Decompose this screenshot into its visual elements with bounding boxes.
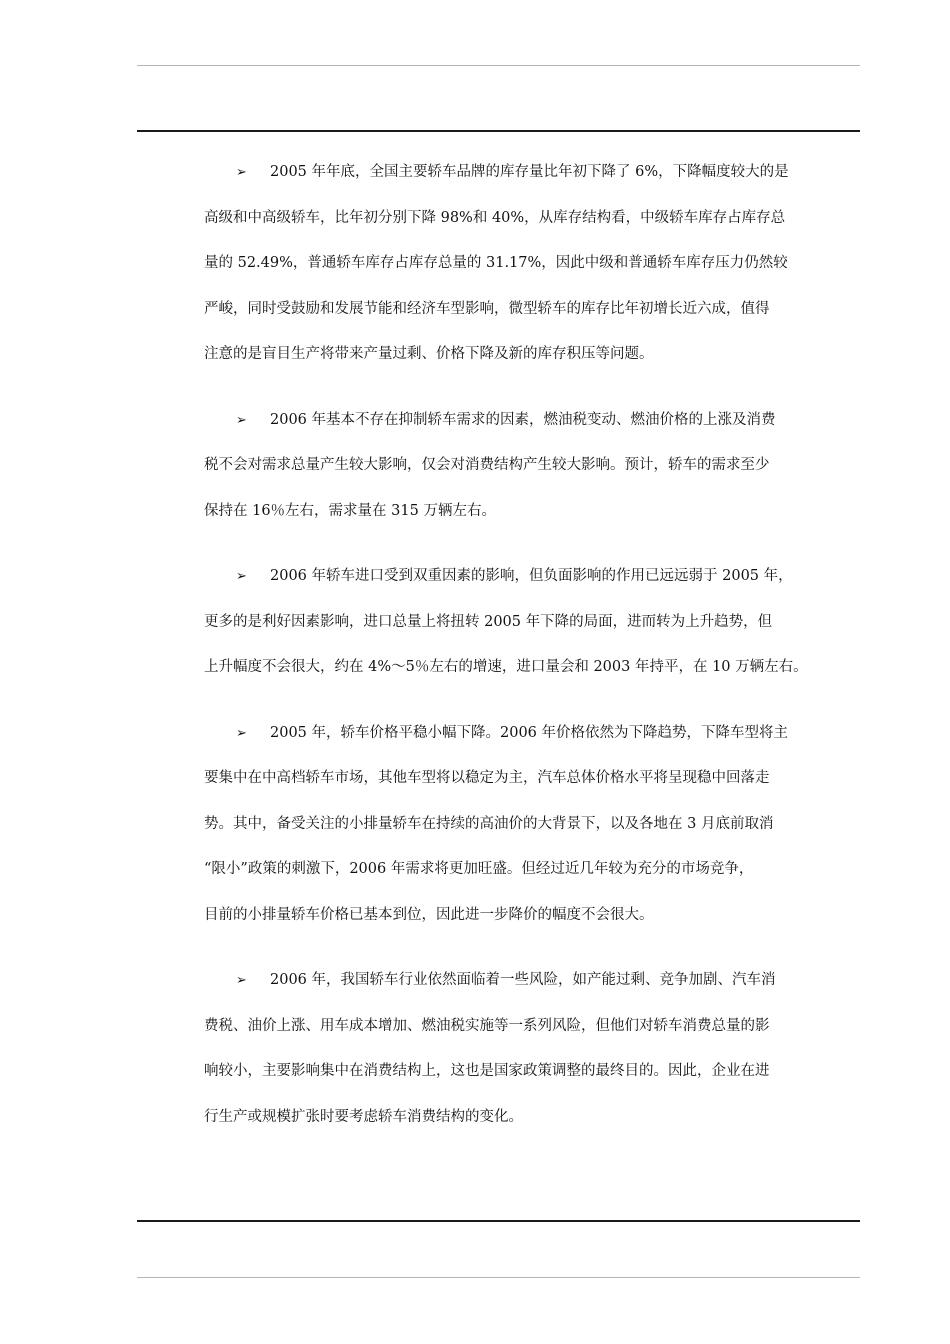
paragraph-line: 量的 52.49%，普通轿车库存占库存总量的 31.17%，因此中级和普通轿车库存压力仍然较 [204,255,788,271]
paragraph-line: 上升幅度不会很大，约在 4%～5％左右的增速，进口量会和 2003 年持平，在 10 万辆左右。 [204,659,808,675]
paragraph-line: 响较小，主要影响集中在消费结构上，这也是国家政策调整的最终目的。因此，企业在进 [204,1063,770,1079]
paragraph-line: 保持在 16％左右，需求量在 315 万辆左右。 [204,502,496,519]
arrow-bullet-icon: ➢ [236,569,247,584]
footer-thick-rule [137,1220,860,1222]
paragraph-line: ➢ 2006 年基本不存在抑制轿车需求的因素，燃油税变动、燃油价格的上涨及消费 [204,398,860,444]
arrow-bullet-icon: ➢ [236,725,247,741]
paragraph-line: 高级和中高级轿车，比年初分别下降 98%和 40%，从库存结构看，中级轿车库存占库存总 [204,209,786,226]
arrow-bullet-icon: ➢ [236,165,247,180]
paragraph-line: 要集中在中高档轿车市场，其他车型将以稳定为主，汽车总体价格水平将呈现稳中回落走 [204,770,770,786]
header-thick-rule [137,130,860,132]
bullet-paragraph [204,398,860,535]
paragraph-line: ➢ 2005 年年底，全国主要轿车品牌的库存量比年初下降了 6%，下降幅度较大的是 [204,150,860,196]
paragraph-line: 税不会对需求总量产生较大影响，仅会对消费结构产生较大影响。预计，轿车的需求至少 [204,457,770,473]
paragraph-line: ➢ 2006 年轿车进口受到双重因素的影响，但负面影响的作用已远远弱于 2005 年， [204,554,860,600]
paragraph-line: 更多的是利好因素影响，进口总量上将扭转 2005 年下降的局面，进而转为上升趋势，但 [204,613,773,630]
paragraph-line: 注意的是盲目生产将带来产量过剩、价格下降及新的库存积压等问题。 [204,346,654,362]
paragraph-line: 目前的小排量轿车价格已基本到位，因此进一步降价的幅度不会很大。 [204,906,654,923]
arrow-bullet-icon: ➢ [236,973,247,988]
footer-thin-rule [137,1277,860,1278]
paragraph-line: ➢ 2006 年，我国轿车行业依然面临着一些风险，如产能过剩、竞争加剧、汽车消 [204,958,860,1004]
paragraph-line: “限小”政策的刺激下，2006 年需求将更加旺盛。但经过近几年较为充分的市场竞争， [204,861,754,877]
paragraph-line: ➢ 2005 年，轿车价格平稳小幅下降。2006 年价格依然为下降趋势，下降车型将主 [204,711,860,757]
bullet-paragraph [204,150,860,378]
paragraph-line: 费税、油价上涨、用车成本增加、燃油税实施等一系列风险，但他们对轿车消费总量的影 [204,1017,770,1034]
paragraph-line: 行生产或规模扩张时要考虑轿车消费结构的变化。 [204,1108,523,1125]
bullet-paragraph [204,554,860,691]
header-thin-rule [137,65,860,66]
paragraph-line: 严峻，同时受鼓励和发展节能和经济车型影响，微型轿车的库存比年初增长近六成，值得 [204,300,770,317]
arrow-bullet-icon: ➢ [236,412,247,428]
bullet-paragraph [204,958,860,1140]
bullet-paragraph [204,711,860,939]
document-body [204,150,860,1160]
paragraph-line: 势。其中，备受关注的小排量轿车在持续的高油价的大背景下，以及各地在 3 月底前取消 [204,815,774,832]
